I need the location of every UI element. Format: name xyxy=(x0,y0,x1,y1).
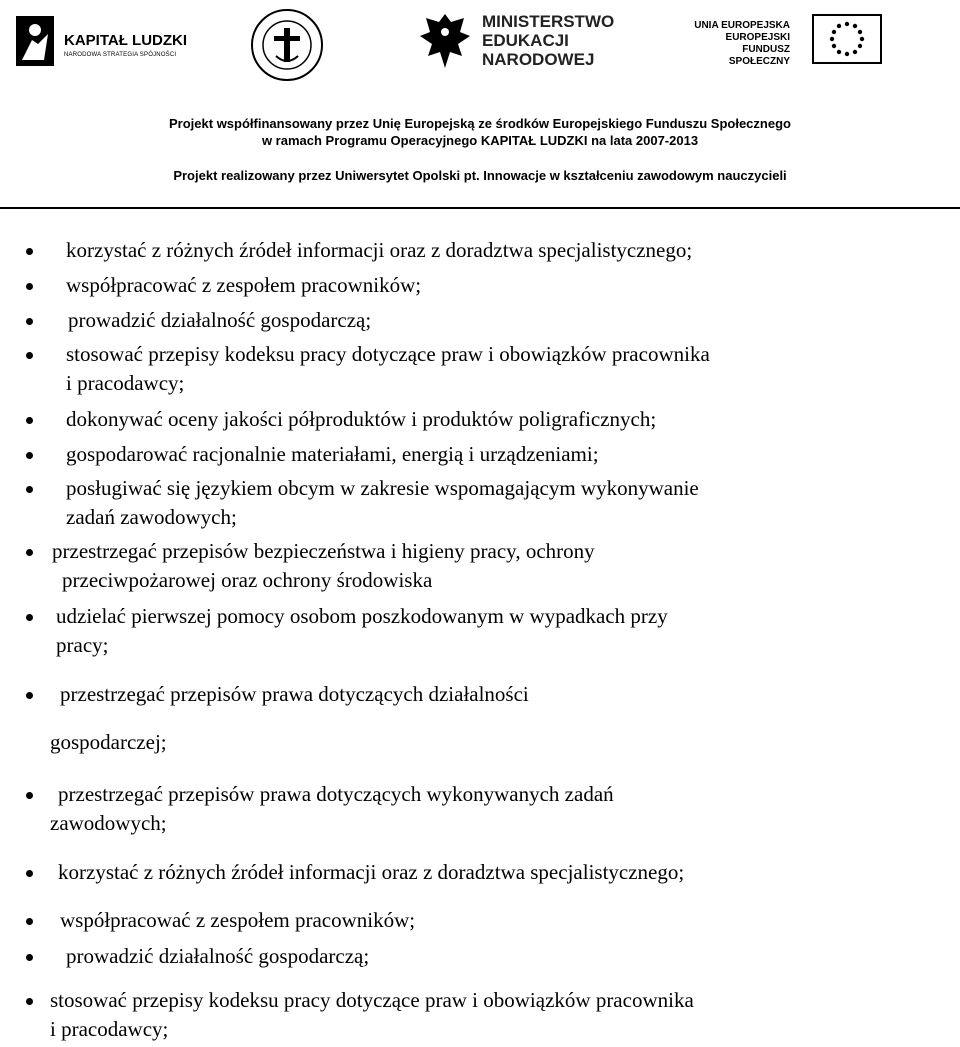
bullet-marker xyxy=(26,954,33,961)
list-item xyxy=(66,942,369,971)
university-seal xyxy=(250,8,324,82)
eu-line-3: FUNDUSZ SPOŁECZNY xyxy=(728,44,790,67)
list-item-line: przestrzegać przepisów prawa dotyczących działalności xyxy=(60,682,529,706)
eu-flag-icon xyxy=(812,14,882,64)
eu-line-2: EUROPEJSKI xyxy=(725,32,790,43)
ministry-line-1: MINISTERSTWO xyxy=(482,12,615,31)
kapital-ludzki-logo xyxy=(12,12,192,70)
list-item-line: zawodowych; xyxy=(50,811,167,835)
eu-logo xyxy=(686,12,886,68)
project-line-3: Projekt realizowany przez Uniwersytet Opolski pt. Innowacje w kształceniu zawodowym nauczycieli xyxy=(173,168,787,183)
bullet-marker xyxy=(26,318,33,325)
university-seal-icon xyxy=(250,8,324,82)
list-item-line: współpracować z zespołem pracowników; xyxy=(66,273,422,297)
list-item-line: prowadzić działalność gospodarczą; xyxy=(68,308,372,332)
bullet-marker xyxy=(26,352,33,359)
bullet-marker xyxy=(26,486,33,493)
bullet-marker xyxy=(26,248,33,255)
bullet-marker xyxy=(26,998,33,1005)
list-item xyxy=(56,602,668,660)
list-item-line: stosować przepisy kodeksu pracy dotyczące praw i obowiązków pracownika xyxy=(50,988,694,1012)
kapital-ludzki-emblem-icon xyxy=(12,14,58,68)
list-item-line: współpracować z zespołem pracowników; xyxy=(60,908,416,932)
list-item-line: korzystać z różnych źródeł informacji oraz z doradztwa specjalistycznego; xyxy=(58,860,685,884)
list-item-line: przestrzegać przepisów bezpieczeństwa i higieny pracy, ochrony xyxy=(52,539,595,563)
list-item-line: i pracodawcy; xyxy=(66,371,185,395)
ministry-line-2: EDUKACJI xyxy=(482,31,569,50)
list-item-line: prowadzić działalność gospodarczą; xyxy=(66,944,370,968)
list-item xyxy=(66,405,656,434)
list-item-line: zadań zawodowych; xyxy=(66,505,237,529)
list-item-line: i pracodawcy; xyxy=(50,1017,169,1041)
project-line-1: Projekt współfinansowany przez Unię Europejską ze środków Europejskiego Funduszu Społecznego xyxy=(169,116,791,131)
project-line-2: w ramach Programu Operacyjnego KAPITAŁ LUDZKI na lata 2007-2013 xyxy=(261,133,699,148)
kapital-ludzki-title: KAPITAŁ LUDZKI xyxy=(64,32,188,49)
list-item xyxy=(60,906,415,935)
list-item-line: przeciwpożarowej oraz ochrony środowiska xyxy=(62,568,433,592)
eu-line-1: UNIA EUROPEJSKA xyxy=(694,20,790,31)
bullet-marker xyxy=(26,870,33,877)
list-item-line: gospodarować racjonalnie materiałami, energią i urządzeniami; xyxy=(66,442,599,466)
list-item-line: pracy; xyxy=(56,633,109,657)
bullet-marker xyxy=(26,918,33,925)
bullet-marker xyxy=(26,692,33,699)
list-item-line: przestrzegać przepisów prawa dotyczących wykonywanych zadań xyxy=(58,782,614,806)
list-item xyxy=(68,306,371,335)
list-item xyxy=(50,680,529,757)
bullet-marker xyxy=(26,792,33,799)
list-item xyxy=(52,537,595,595)
list-item xyxy=(50,986,694,1044)
list-item xyxy=(66,440,599,469)
list-item-line: gospodarczej; xyxy=(50,730,167,754)
bullet-marker xyxy=(26,614,33,621)
list-item-line: stosować przepisy kodeksu pracy dotyczące praw i obowiązków pracownika xyxy=(66,342,710,366)
kapital-ludzki-subtitle: NARODOWA STRATEGIA SPÓJNOŚCI xyxy=(64,52,177,58)
ministry-line-3: NARODOWEJ xyxy=(482,50,595,69)
list-item xyxy=(58,858,684,887)
bullet-marker xyxy=(26,417,33,424)
bullet-marker xyxy=(26,549,33,556)
bullet-marker xyxy=(26,283,33,290)
list-item-line: posługiwać się językiem obcym w zakresie wspomagającym wykonywanie xyxy=(66,476,699,500)
list-item xyxy=(66,474,699,532)
list-item-line: dokonywać oceny jakości półproduktów i produktów poligraficznych; xyxy=(66,407,657,431)
list-item-line: udzielać pierwszej pomocy osobom poszkodowanym w wypadkach przy xyxy=(56,604,668,628)
header-separator xyxy=(0,207,960,209)
list-item xyxy=(66,236,692,265)
list-item xyxy=(66,340,710,398)
ministry-logo xyxy=(418,10,648,72)
eagle-emblem-icon xyxy=(418,10,472,72)
list-item xyxy=(66,271,421,300)
bullet-marker xyxy=(26,452,33,459)
list-item-line: korzystać z różnych źródeł informacji oraz z doradztwa specjalistycznego; xyxy=(66,238,693,262)
list-item xyxy=(50,780,614,838)
